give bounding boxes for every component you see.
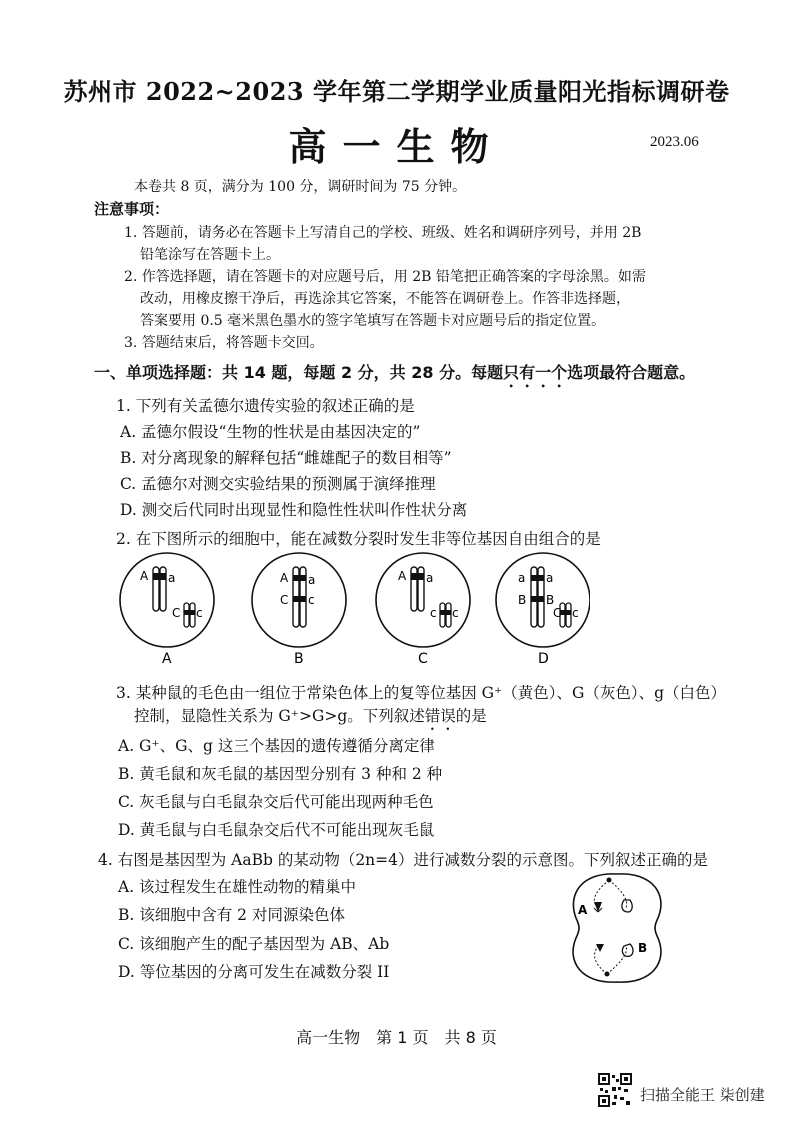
notice-item: 1. 答题前，请务必在答题卡上写清自己的学校、班级、姓名和调研序列号，并用 2B (124, 225, 642, 241)
section-heading-part: 一、单项选择题：共 14 题，每题 2 分，共 28 分。每题 (94, 363, 504, 382)
svg-text:c: c (196, 606, 203, 620)
q1-option-b: B. 对分离现象的解释包括“雌雄配子的数目相等” (120, 449, 452, 467)
svg-text:a: a (168, 571, 176, 585)
q1-option-c: C. 孟德尔对测交实验结果的预测属于演绎推理 (120, 475, 436, 493)
section-heading (94, 360, 695, 391)
subject-title: 高一生物 (288, 124, 505, 169)
notice-item: 答案要用 0.5 毫米黑色墨水的签字笔填写在答题卡对应题号后的指定位置。 (140, 313, 606, 329)
q4-option-b: B. 该细胞中含有 2 对同源染色体 (118, 906, 345, 924)
svg-text:A: A (140, 569, 149, 583)
svg-text:a: a (308, 573, 316, 587)
scan-watermark: 扫描全能王 柒创建 (640, 1086, 765, 1104)
q1-option-d: D. 测交后代同时出现显性和隐性性状叫作性状分离 (120, 501, 468, 519)
q3-option-a: A. G⁺、G、g 这三个基因的遗传遵循分离定律 (118, 737, 435, 755)
cell-label-a: A (162, 651, 172, 667)
q3-emphasis: 错误 (424, 707, 456, 725)
cell-b-diagram (252, 553, 346, 647)
svg-text:B: B (546, 593, 555, 607)
q4-stem: 4. 右图是基因型为 AaBb 的某动物（2n=4）进行减数分裂的示意图。下列叙述正确的是 (98, 851, 709, 869)
figure-label-b: B (638, 941, 648, 955)
cell-label-c: C (418, 651, 428, 667)
svg-text:a: a (518, 571, 526, 585)
svg-text:c: c (572, 606, 579, 620)
q4-meiosis-figure (562, 866, 672, 990)
q3-stem-line1: 3. 某种鼠的毛色由一组位于常染色体上的复等位基因 G⁺（黄色）、G（灰色）、g（白色） (116, 684, 727, 702)
notice-item: 改动，用橡皮擦干净后，再选涂其它答案，不能答在调研卷上。作答非选择题， (140, 291, 630, 307)
svg-text:c: c (452, 606, 459, 620)
cell-a-diagram (120, 553, 214, 647)
svg-text:A: A (398, 569, 407, 583)
q3-option-c: C. 灰毛鼠与白毛鼠杂交后代可能出现两种毛色 (118, 793, 434, 811)
svg-text:c: c (308, 593, 315, 607)
q2-cell-figure (110, 552, 590, 672)
q3-option-d: D. 黄毛鼠与白毛鼠杂交后代不可能出现灰毛鼠 (118, 821, 435, 839)
q3-option-b: B. 黄毛鼠和灰毛鼠的基因型分别有 3 种和 2 种 (118, 765, 443, 783)
qr-code-icon (598, 1073, 632, 1107)
q3-stem-line2: 控制，显隐性关系为 G⁺>G>g。下列叙述错误的是 (134, 707, 487, 725)
figure-label-a: A (578, 903, 588, 917)
cell-d-diagram (496, 553, 590, 647)
notice-item: 2. 作答选择题，请在答题卡的对应题号后，用 2B 铅笔把正确答案的字母涂黑。如需 (124, 269, 646, 285)
cell-label-d: D (538, 651, 549, 667)
svg-text:a: a (426, 571, 434, 585)
q4-option-d: D. 等位基因的分离可发生在减数分裂 II (118, 963, 390, 981)
svg-text:a: a (546, 571, 554, 585)
cell-c-diagram (376, 553, 470, 647)
notice-item: 铅笔涂写在答题卡上。 (140, 247, 280, 263)
notice-title: 注意事项： (94, 200, 170, 218)
section-heading-part: 选项最符合题意。 (567, 363, 696, 382)
svg-text:C: C (172, 606, 181, 620)
svg-text:C: C (553, 606, 562, 620)
q1-option-a: A. 孟德尔假设“生物的性状是由基因决定的” (120, 423, 421, 441)
exam-date: 2023.06 (650, 134, 699, 150)
q2-stem: 2. 在下图所示的细胞中，能在减数分裂时发生非等位基因自由组合的是 (116, 530, 601, 548)
q4-option-c: C. 该细胞产生的配子基因型为 AB、Ab (118, 935, 390, 953)
intro-text: 本卷共 8 页，满分为 100 分，调研时间为 75 分钟。 (134, 179, 467, 195)
exam-title: 苏州市 2022~2023 学年第二学期学业质量阳光指标调研卷 (63, 77, 730, 106)
svg-text:B: B (518, 593, 527, 607)
svg-text:c: c (430, 606, 437, 620)
q1-stem: 1. 下列有关孟德尔遗传实验的叙述正确的是 (116, 397, 415, 415)
svg-text:C: C (280, 593, 289, 607)
svg-text:A: A (280, 571, 289, 585)
section-heading-emphasis: 只有一个 (503, 363, 568, 382)
q4-option-a: A. 该过程发生在雄性动物的精巢中 (118, 878, 357, 896)
page-footer: 高一生物 第 1 页 共 8 页 (296, 1028, 497, 1047)
notice-item: 3. 答题结束后，将答题卡交回。 (124, 335, 324, 351)
cell-label-b: B (294, 651, 304, 667)
